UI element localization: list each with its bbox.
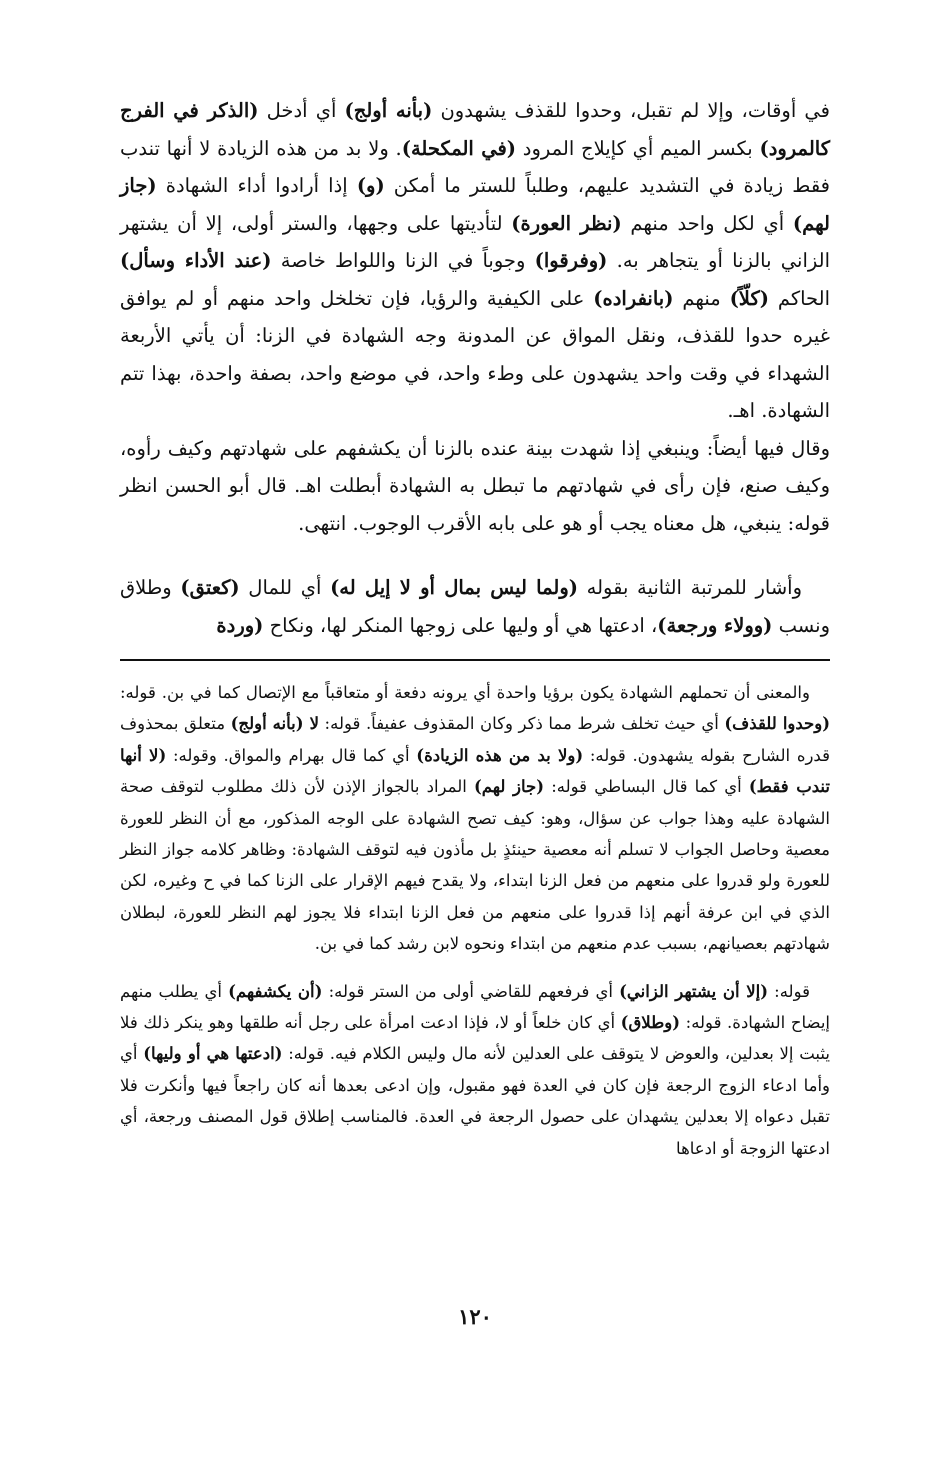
- text-run: ، ادعتها هي أو وليها على زوجها المنكر لها، ونكاح: [263, 613, 658, 637]
- main-paragraph-2: وقال فيها أيضاً: وينبغي إذا شهدت بينة عنده بالزنا أن يكشفهم على شهادتهم وكيف رأوه، وكيف صنع، فإن رأى في شهادتهم ما تبطل به الشهادة أبطلت اهـ. قال أبو الحسن انظر قوله: ينبغي، هل معناه يجب أو هو على بابه الأقرب الوجوب. انتهى.: [120, 436, 830, 535]
- page-number: ١٢٠: [458, 1304, 492, 1329]
- bold-quote: (لا أنها تندب فقط): [120, 745, 830, 797]
- text-run: إذا أرادوا أداء الشهادة: [156, 174, 357, 197]
- text-run: أي أدخل: [258, 99, 345, 122]
- text-run: بكسر الميم أي كإيلاج المرود: [516, 136, 760, 160]
- text-run: أي فرفعهم للقاضي أولى من الستر قوله:: [322, 981, 620, 1001]
- text-run: المراد بالجواز الإذن لأن ذلك مطلوب لتوقف صحة الشهادة عليه وهذا جواب عن سؤال، وهو: كيف تصح الشهادة على الوجه المذكور، مع أن النظر للعورة معصية وحاصل الجواب لا تسلم أنه معصية حينئذٍ بل مأذون فيه لتوقف الشهادة: وظاهر كلامه جواز النظر للعورة ولو قدروا على منعهم من فعل الزنا ابتداء، ولا يقدح فيهم الإقرار على الزنا كما في ح وغيره، لكن الذي في ابن عرفة أنهم إذا قدروا على منعهم من فعل الزنا ابتداء فلا يجوز لهم النظر للعورة، لبطلان شهادتهم بعصيانهم، بسبب عدم منعهم من ابتداء ونحوه لابن رشد كما في بن.: [120, 777, 830, 954]
- bold-quote: (ولا بد من هذه الزيادة): [416, 745, 584, 765]
- text-run: . ولا بد من هذه الزيادة لا أنها تندب فقط زيادة في التشديد عليهم، وطلباً للستر ما أمكن: [120, 136, 831, 197]
- text-run: والمعنى أن تحملهم الشهادة يكون برؤيا واحدة أي يرونه دفعة أو متعاقباً مع الإتصال كما في بن. قوله:: [120, 683, 810, 702]
- text-run: وأشار للمرتبة الثانية بقوله: [577, 576, 802, 599]
- text-run: أي للمال: [239, 576, 331, 599]
- bold-quote: (وفرقوا): [534, 249, 608, 272]
- bold-quote: (جاز لهم): [120, 174, 830, 235]
- text-run: الحاكم: [768, 286, 831, 310]
- bold-quote: (وطلاق): [620, 1013, 681, 1033]
- footnote-divider: [120, 659, 830, 661]
- main-paragraph-1: [120, 92, 830, 430]
- text-run: أي كما قال البساطي قوله:: [544, 777, 749, 797]
- text-run: أي يطلب منهم إيضاح الشهادة. قوله:: [120, 981, 831, 1033]
- text-run: وجوباً في الزنا واللواط خاصة: [271, 249, 535, 272]
- bold-quote: (بانفراده): [593, 286, 674, 310]
- bold-quote: (وولاء ورجعة): [657, 613, 773, 637]
- text-run: أي لكل واحد منهم: [621, 211, 793, 235]
- bold-quote: (وحدوا للقذف): [724, 714, 831, 734]
- bold-quote: (في المكحلة): [401, 136, 516, 160]
- bold-quote: لا (بأنه أولج): [230, 714, 320, 734]
- bold-quote: (كعتق): [180, 576, 240, 599]
- footnote-paragraph-2: [120, 976, 830, 1164]
- bold-quote: (جاز لهم): [473, 777, 545, 797]
- bold-quote: (ادعتها هي أو وليها): [143, 1044, 283, 1064]
- text-run: أي حيث تخلف شرط مما ذكر وكان المقذوف عفيفاً. قوله:: [319, 714, 725, 734]
- text-run: أي كما قال بهرام والمواق. وقوله:: [166, 745, 417, 765]
- main-paragraph-3: [120, 569, 830, 644]
- footnote-paragraph-1: [120, 677, 830, 960]
- bold-quote: (أن يكشفهم): [228, 981, 323, 1001]
- text-run: متعلق بمحذوف قدره الشارح بقوله يشهدون. قوله:: [120, 714, 830, 765]
- text-run: أي وأما ادعاء الزوج الرجعة فإن كان في العدة فهو مقبول، وإن ادعى بعدها أنه كان راجعاً فيها وأنكرت فلا تقبل دعواه إلا بعدلين يشهدان على حصول الرجعة في العدة. فالمناسب إطلاق قول المصنف ورجعة، أي ادعتها الزوجة أو ادعاها: [120, 1044, 830, 1158]
- bold-quote: (إلا أن يشتهر الزاني): [619, 981, 769, 1001]
- text-run: في أوقات، وإلا لم تقبل، وحدوا للقذف يشهدون: [432, 99, 830, 122]
- main-text: [120, 92, 830, 644]
- footnotes: [120, 677, 830, 1164]
- bold-quote: (بأنه أولج): [344, 99, 433, 122]
- text-run: قوله:: [768, 981, 811, 1001]
- text-run: على الكيفية والرؤيا، فإن تخلخل واحد منهم أو لم يوافق غيره حدوا للقذف، ونقل المواق عن المدونة وجه الشهادة في الزنا: أن يأتي الأربعة الشهداء في وقت واحد يشهدون على وطء واحد، في موضع واحد، بصفة واحدة، بهذا تتم الشهادة. اهـ.: [120, 286, 830, 422]
- bold-quote: (نظر العورة): [511, 211, 622, 235]
- text-run: أي كان خلعاً أو لا، فإذا ادعت امرأة على رجل أنه طلقها وهو ينكر ذلك فلا يثبت إلا بعدلين، والعوض لا يتوقف على العدلين لأنه مال وليس الكلام فيه. قوله:: [120, 1013, 830, 1064]
- bold-quote: (عند الأداء وسأل): [120, 249, 272, 272]
- bold-quote: (ولما ليس بمال أو لا إيل له): [330, 576, 578, 599]
- bold-quote: (وردة: [216, 613, 264, 637]
- bold-quote: (الذكر في الفرج كالمرود): [120, 99, 830, 160]
- text-run: لتأديتها على وجهها، والستر أولى، إلا أن يشتهر الزاني بالزنا أو يتجاهر به.: [120, 211, 830, 272]
- text-run: وطلاق ونسب: [120, 576, 830, 637]
- bold-quote: (و): [356, 174, 385, 197]
- bold-quote: (كلّاً): [729, 286, 769, 310]
- text-run: منهم: [673, 286, 730, 310]
